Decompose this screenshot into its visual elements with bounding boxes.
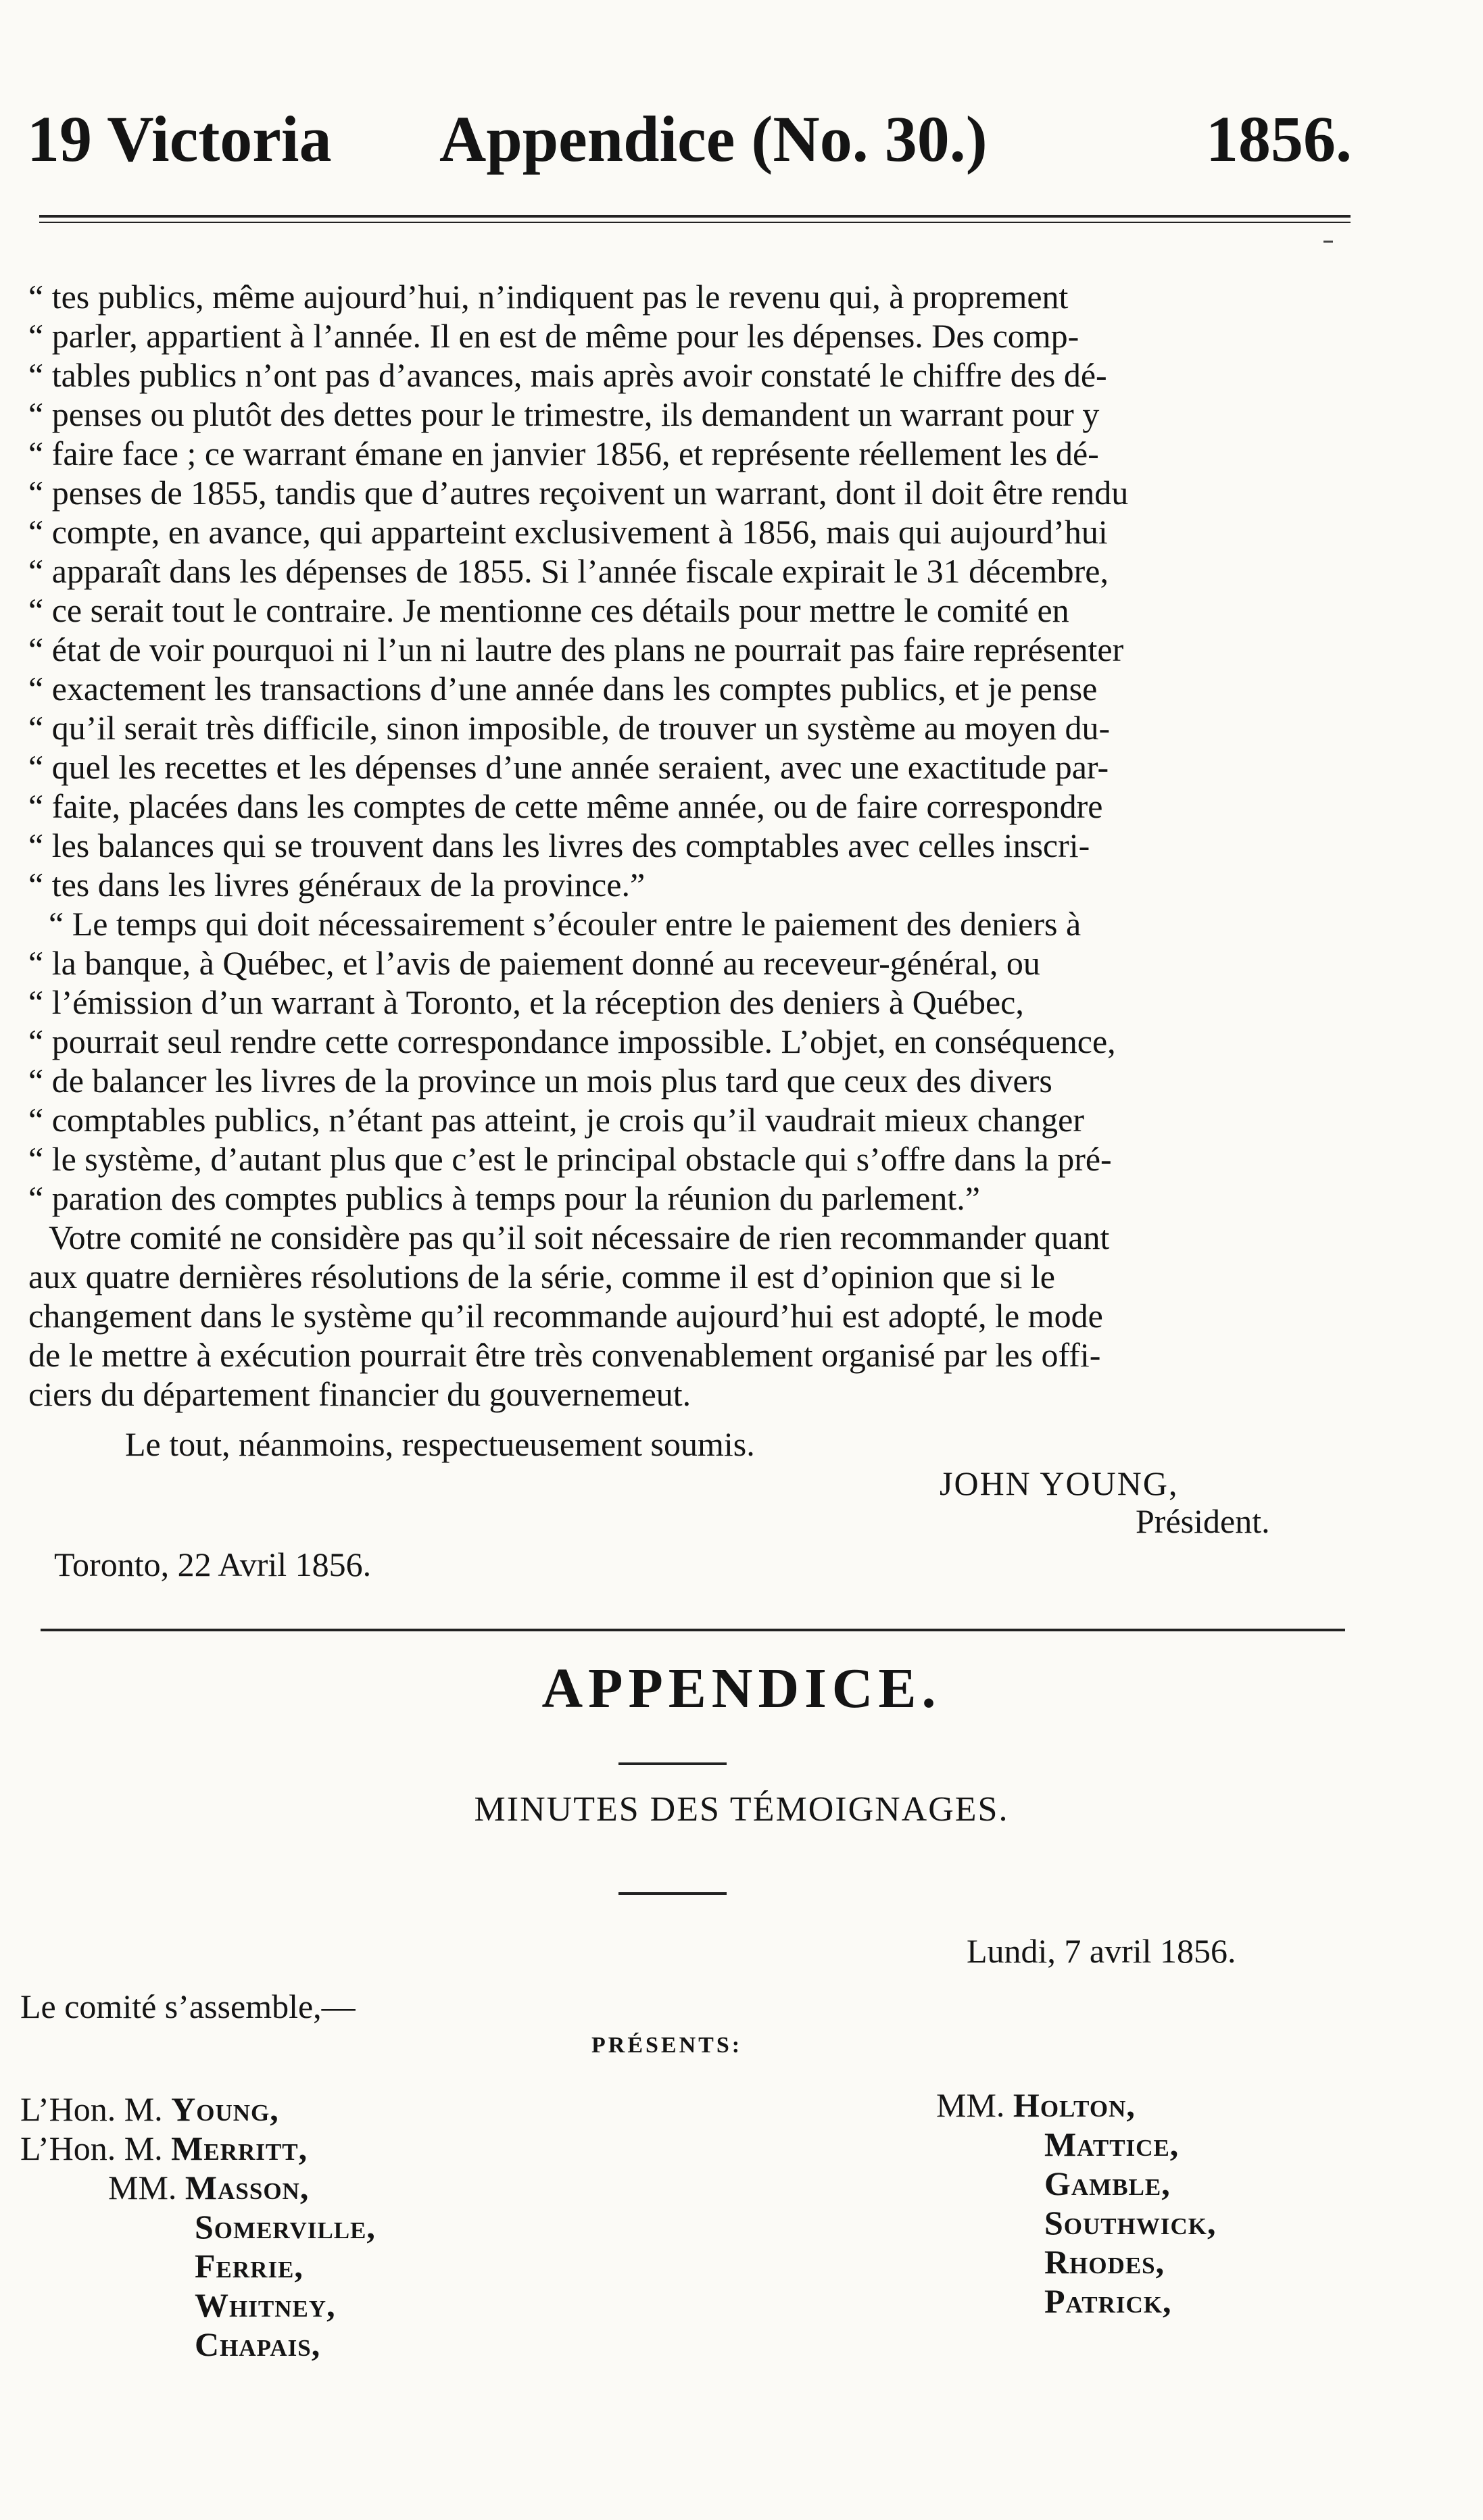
title-rule bbox=[618, 1762, 727, 1765]
header-right: 1856. bbox=[1206, 103, 1352, 175]
place-date: Toronto, 22 Avril 1856. bbox=[54, 1546, 372, 1583]
assembly-text: Le comité s’assemble,— bbox=[20, 1987, 356, 2025]
header-left: 19 Victoria bbox=[27, 103, 332, 175]
body-line: “ penses ou plutôt des dettes pour le trimestre, ils demandent un warrant pour y bbox=[28, 395, 1100, 433]
body-line: “ tes publics, même aujourd’hui, n’indiquent pas le revenu qui, à proprement bbox=[28, 278, 1069, 316]
member-entry bbox=[1044, 2281, 1171, 2321]
member-entry bbox=[1044, 2242, 1165, 2281]
body-line: “ faite, placées dans les comptes de cette même année, ou de faire correspondre bbox=[28, 787, 1103, 825]
body-line: aux quatre dernières résolutions de la série, comme il est d’opinion que si le bbox=[28, 1258, 1055, 1295]
appendix-title: APPENDICE. bbox=[541, 1657, 942, 1720]
signature-title: Président. bbox=[1136, 1502, 1270, 1540]
member-name: Southwick, bbox=[1044, 2204, 1217, 2242]
member-entry bbox=[20, 2090, 279, 2129]
body-line: “ de balancer les livres de la province un mois plus tard que ceux des divers bbox=[28, 1062, 1052, 1100]
body-line: “ tables publics n’ont pas d’avances, mais après avoir constaté le chiffre des dé- bbox=[28, 356, 1107, 394]
member-name: Rhodes, bbox=[1044, 2243, 1165, 2281]
stray-mark bbox=[1323, 241, 1333, 243]
body-text bbox=[28, 277, 1346, 1414]
body-line: “ tes dans les livres généraux de la province.” bbox=[28, 866, 646, 904]
member-name: Young, bbox=[171, 2090, 279, 2128]
body-line: “ état de voir pourquoi ni l’un ni lautre des plans ne pourrait pas faire représenter bbox=[28, 631, 1124, 668]
member-entry bbox=[195, 2207, 376, 2246]
member-name: Whitney, bbox=[195, 2286, 336, 2324]
member-prefix: MM. bbox=[108, 2169, 177, 2206]
member-entry bbox=[108, 2168, 309, 2207]
member-entry bbox=[1044, 2125, 1179, 2164]
body-line: “ compte, en avance, qui apparteint exclusivement à 1856, mais qui aujourd’hui bbox=[28, 513, 1108, 551]
body-line: changement dans le système qu’il recommande aujourd’hui est adopté, le mode bbox=[28, 1297, 1103, 1335]
body-line: “ la banque, à Québec, et l’avis de paiement donné au receveur-général, ou bbox=[28, 944, 1040, 982]
subtitle-rule bbox=[618, 1892, 727, 1895]
member-entry bbox=[195, 2246, 303, 2286]
body-line: “ le système, d’autant plus que c’est le principal obstacle qui s’offre dans la pré- bbox=[28, 1140, 1112, 1178]
header-center: Appendice (No. 30.) bbox=[439, 103, 988, 175]
body-line: “ Le temps qui doit nécessairement s’écouler entre le paiement des deniers à bbox=[49, 905, 1081, 943]
body-line: “ qu’il serait très difficile, sinon imposible, de trouver un système au moyen du- bbox=[28, 709, 1111, 747]
member-name: Patrick, bbox=[1044, 2282, 1172, 2320]
member-name: Gamble, bbox=[1044, 2165, 1171, 2202]
header-double-rule bbox=[39, 215, 1351, 223]
member-entry bbox=[936, 2085, 1136, 2125]
member-prefix: MM. bbox=[936, 2086, 1005, 2124]
body-line: “ parler, appartient à l’année. Il en est de même pour les dépenses. Des comp- bbox=[28, 317, 1079, 355]
member-name: Merritt, bbox=[171, 2129, 308, 2167]
body-line: “ penses de 1855, tandis que d’autres reçoivent un warrant, dont il doit être rendu bbox=[28, 474, 1129, 512]
member-prefix: L’Hon. M. bbox=[20, 2129, 163, 2167]
body-line: “ paration des comptes publics à temps pour la réunion du parlement.” bbox=[28, 1179, 980, 1217]
body-line: ciers du département financier du gouvernemeut. bbox=[28, 1375, 691, 1413]
body-line: “ les balances qui se trouvent dans les livres des comptables avec celles inscri- bbox=[28, 826, 1090, 864]
member-entry bbox=[195, 2325, 320, 2364]
body-line: “ ce serait tout le contraire. Je mentionne ces détails pour mettre le comité en bbox=[28, 591, 1069, 629]
member-name: Mattice, bbox=[1044, 2125, 1180, 2163]
member-entry bbox=[195, 2286, 336, 2325]
signature-name: JOHN YOUNG, bbox=[940, 1464, 1179, 1502]
body-line: “ quel les recettes et les dépenses d’une année seraient, avec une exactitude par- bbox=[28, 748, 1109, 786]
section-divider bbox=[41, 1629, 1345, 1631]
member-name: Ferrie, bbox=[195, 2247, 303, 2285]
body-line: “ comptables publics, n’étant pas atteint, je crois qu’il vaudrait mieux changer bbox=[28, 1101, 1084, 1139]
member-entry bbox=[1044, 2164, 1171, 2203]
member-name: Masson, bbox=[185, 2169, 310, 2206]
member-entry bbox=[1044, 2203, 1217, 2242]
body-line: “ pourrait seul rendre cette correspondance impossible. L’objet, en conséquence, bbox=[28, 1022, 1116, 1060]
member-entry bbox=[20, 2129, 308, 2168]
presents-label: PRÉSENTS: bbox=[591, 2033, 743, 2058]
member-prefix: L’Hon. M. bbox=[20, 2090, 163, 2128]
body-line: “ exactement les transactions d’une année dans les comptes publics, et je pense bbox=[28, 670, 1098, 708]
body-line: “ apparaît dans les dépenses de 1855. Si l’année fiscale expirait le 31 décembre, bbox=[28, 552, 1109, 590]
page-header bbox=[27, 101, 1352, 182]
body-line: “ faire face ; ce warrant émane en janvier 1856, et représente réellement les dé- bbox=[28, 435, 1099, 472]
member-name: Somerville, bbox=[195, 2208, 376, 2246]
member-name: Holton, bbox=[1013, 2086, 1136, 2124]
body-line: Votre comité ne considère pas qu’il soit nécessaire de rien recommander quant bbox=[49, 1218, 1110, 1256]
meeting-date: Lundi, 7 avril 1856. bbox=[967, 1932, 1236, 1970]
body-line: “ l’émission d’un warrant à Toronto, et la réception des deniers à Québec, bbox=[28, 983, 1024, 1021]
closing-text: Le tout, néanmoins, respectueusement soumis. bbox=[125, 1425, 755, 1463]
member-name: Chapais, bbox=[195, 2325, 321, 2363]
section-subtitle: MINUTES DES TÉMOIGNAGES. bbox=[474, 1790, 1009, 1829]
body-line: de le mettre à exécution pourrait être très convenablement organisé par les offi- bbox=[28, 1336, 1101, 1374]
